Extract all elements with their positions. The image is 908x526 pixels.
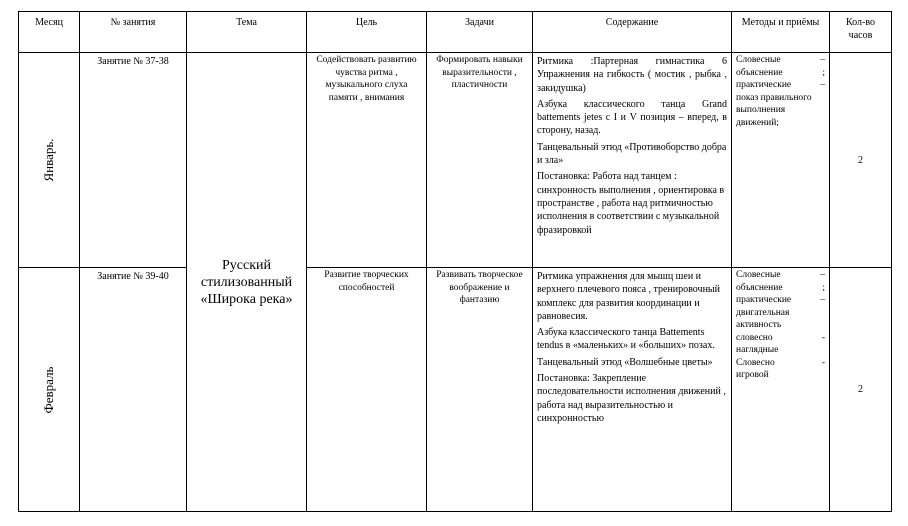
- month-cell: [19, 268, 80, 512]
- month-cell: [19, 53, 80, 268]
- hours-cell: [830, 268, 892, 512]
- content-paragraph: Танцевальный этюд «Волшебные цветы»: [537, 356, 713, 368]
- topic-line: стилизованный: [200, 274, 293, 290]
- topic-cell: [187, 53, 307, 512]
- header-content: Содержание: [533, 12, 732, 53]
- hours-cell: [830, 53, 892, 268]
- method-text: объяснение: [736, 67, 783, 78]
- method-text: двигательная активность: [736, 307, 790, 330]
- header-hours: [830, 12, 892, 53]
- content-paragraph: Танцевальный этюд «Противоборство добра и зла»: [537, 141, 727, 167]
- header-topic: Тема: [187, 12, 307, 53]
- method-text: Словесные: [736, 55, 781, 65]
- content-paragraph: Азбука классического танца Grand battements jetes с I и V позиция – вперед, в сторону, назад.: [537, 98, 727, 137]
- lesson-number: Занятие № 37-38: [80, 53, 187, 268]
- method-mark: –: [820, 80, 825, 90]
- month-label: Январь.: [41, 138, 56, 182]
- methods-cell: [732, 53, 830, 268]
- content-paragraph: Постановка: Закрепление последовательности исполнения движений , работа над выразительностью и синхронностью: [537, 373, 726, 424]
- header-hours-line1: Кол-во: [845, 17, 875, 28]
- table-row: [19, 53, 892, 268]
- method-text: Словесно: [736, 357, 775, 368]
- method-mark: ;: [822, 282, 825, 293]
- hours-value: 2: [858, 154, 863, 166]
- content-cell: [533, 53, 732, 268]
- header-methods: Методы и приёмы: [732, 12, 830, 53]
- method-line: [736, 357, 825, 370]
- method-text: показ правильного выполнения движений;: [736, 92, 812, 128]
- header-month: Месяц: [19, 12, 80, 53]
- method-line: [736, 307, 825, 332]
- content-cell: [533, 268, 732, 512]
- method-mark: -: [821, 332, 825, 343]
- lesson-number: Занятие № 39-40: [80, 268, 187, 512]
- tasks-cell: Развивать творческое воображение и фантазию: [427, 268, 533, 512]
- methods-cell: [732, 268, 830, 512]
- hours-value: 2: [858, 384, 863, 395]
- header-hours-line2: часов: [848, 30, 873, 41]
- goal-cell: Содействовать развитию чувства ритма , музыкального слуха памяти , внимания: [307, 53, 427, 268]
- header-row: [19, 12, 892, 53]
- lesson-plan-table: [18, 11, 892, 512]
- method-line: [736, 344, 825, 357]
- content-paragraph: Ритмика :Партерная гимнастика 6 Упражнения на гибкость ( мостик , рыбка , закидушка): [537, 56, 727, 94]
- content-paragraph: Азбука классического танца Battements tendus в «маленьких» и «больших» позах.: [537, 327, 715, 352]
- method-text: практические: [736, 295, 792, 305]
- method-line: [736, 67, 825, 80]
- header-lesson: № занятия: [80, 12, 187, 53]
- method-line: [736, 369, 825, 382]
- content-paragraph: Постановка: Работа над танцем : синхронность выполнения , ориентировка в пространстве , работа над ритмичностью исполнения в соответствии с музыкальной фразировкой: [537, 171, 725, 236]
- method-line: [736, 282, 825, 295]
- content-paragraph: Ритмика упражнения для мышц шеи и верхнего плечевого пояса , тренировочный комплекс для развития координации и равновесия.: [537, 271, 720, 322]
- method-text: наглядные: [736, 345, 779, 355]
- method-mark: –: [820, 295, 825, 305]
- method-line: [736, 332, 825, 345]
- method-mark: -: [821, 357, 825, 368]
- method-line: [736, 294, 825, 307]
- method-mark: –: [820, 55, 825, 65]
- goal-cell: Развитие творческих способностей: [307, 268, 427, 512]
- method-text: словесно: [736, 332, 773, 343]
- tasks-cell: Формировать навыки выразительности , пластичности: [427, 53, 533, 268]
- month-label: Февраль: [41, 366, 56, 413]
- method-line: [736, 92, 825, 130]
- topic-line: Русский: [222, 257, 271, 273]
- method-line: [736, 79, 825, 92]
- table-row: [19, 268, 892, 512]
- method-mark: ;: [822, 67, 825, 78]
- method-text: объяснение: [736, 282, 783, 293]
- method-line: [736, 54, 825, 67]
- method-line: [736, 269, 825, 282]
- topic-line: «Широка река»: [200, 291, 293, 307]
- header-goal: Цель: [307, 12, 427, 53]
- method-text: Словесные: [736, 270, 781, 280]
- method-mark: –: [820, 270, 825, 280]
- method-text: практические: [736, 80, 792, 90]
- method-text: игровой: [736, 370, 769, 380]
- header-tasks: Задачи: [427, 12, 533, 53]
